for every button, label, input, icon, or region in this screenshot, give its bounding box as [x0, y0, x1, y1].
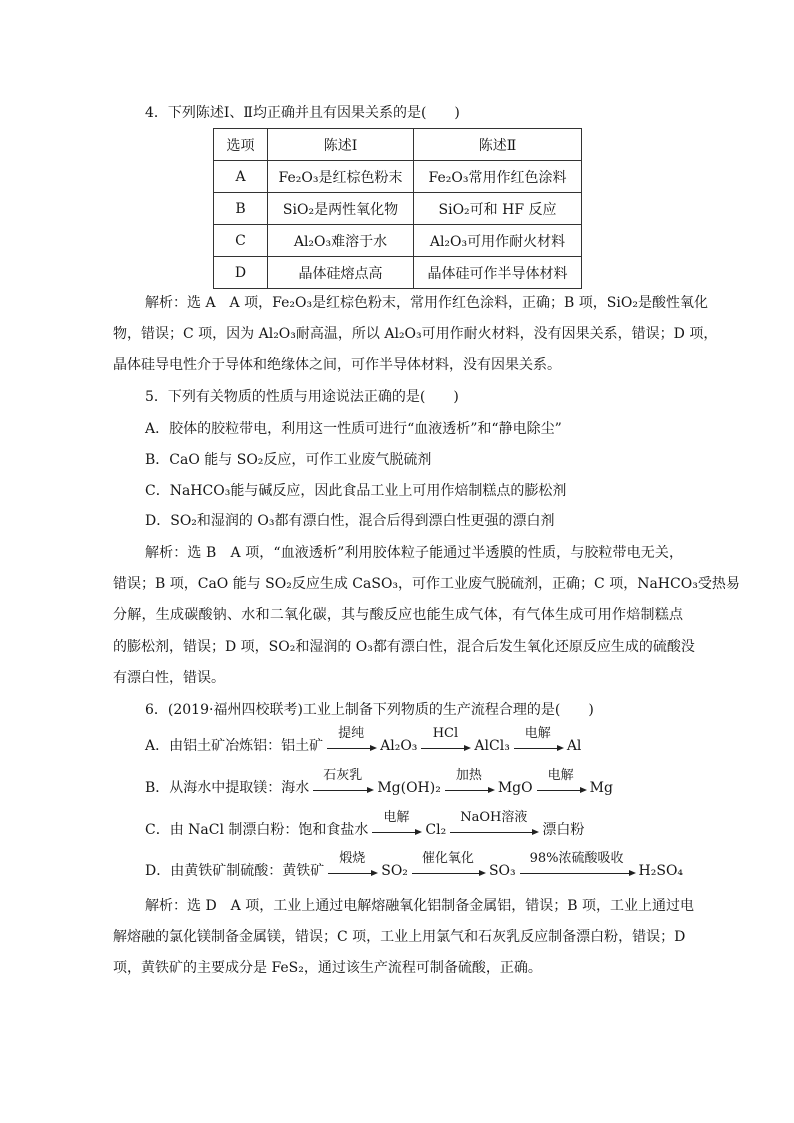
product: Al [566, 738, 582, 754]
reaction-arrow [450, 810, 539, 840]
table-cell-statement-2: Fe₂O₃常用作红色涂料 [414, 161, 582, 193]
product: Cl₂ [425, 822, 447, 838]
option-lead: A．由铝土矿冶炼铝：铝土矿 [145, 738, 324, 754]
product: H₂SO₄ [638, 863, 684, 879]
question-6-analysis-line: 解析：选 D A 项，工业上通过电解熔融氧化铝制备金属铝，错误；B 项，工业上通过电 [145, 898, 694, 914]
arrow-condition: 电解 [383, 810, 410, 825]
table-row [214, 225, 582, 257]
table-cell-statement-1: SiO₂是两性氧化物 [268, 193, 414, 225]
question-5-analysis-line: 有漂白性，错误。 [113, 670, 225, 686]
question-4-analysis-line: 解析：选 A A 项，Fe₂O₃是红棕色粉末，常用作红色涂料，正确；B 项，SiO₂是酸性氧化 [145, 295, 708, 311]
product: 漂白粉 [542, 822, 585, 838]
reaction-arrow [520, 851, 636, 881]
option-lead: D．由黄铁矿制硫酸：黄铁矿 [145, 863, 325, 879]
product: Al₂O₃ [380, 738, 418, 754]
question-5-option-c: C．NaHCO₃能与碱反应，因此食品工业上可用作焙制糕点的膨松剂 [145, 483, 567, 499]
arrow-condition: 加热 [455, 768, 482, 783]
question-5-stem: 5．下列有关物质的性质与用途说法正确的是( ) [145, 389, 459, 405]
arrow-condition: 电解 [524, 726, 551, 741]
product: SO₃ [488, 863, 516, 879]
question-6-option-c [145, 810, 585, 840]
question-5-analysis-line: 解析：选 B A 项，“血液透析”利用胶体粒子能通过半透膜的性质，与胶粒带电无关， [145, 545, 683, 561]
table-cell-statement-2: SiO₂可和 HF 反应 [414, 193, 582, 225]
table-cell-statement-2: Al₂O₃可用作耐火材料 [414, 225, 582, 257]
reaction-arrow [412, 851, 486, 881]
question-4-analysis-line: 物，错误；C 项，因为 Al₂O₃耐高温，所以 Al₂O₃可用作耐火材料，没有因果关系，错误；D 项， [113, 326, 718, 342]
table-cell-option: B [214, 193, 268, 225]
table-header-cell: 选项 [214, 129, 268, 161]
product: Mg [589, 780, 613, 796]
table-cell-option: C [214, 225, 268, 257]
option-lead: C．由 NaCl 制漂白粉：饱和食盐水 [145, 822, 369, 838]
reaction-arrow [372, 810, 422, 840]
question-5-analysis-line: 分解，生成碳酸钠、水和二氧化碳，其与酸反应也能生成气体，有气体生成可用作焙制糕点 [113, 607, 683, 623]
table-header-row [214, 129, 582, 161]
table-cell-statement-1: Fe₂O₃是红棕色粉末 [268, 161, 414, 193]
question-5-option-b: B．CaO 能与 SO₂反应，可作工业废气脱硫剂 [145, 452, 432, 468]
question-6-analysis-line: 项，黄铁矿的主要成分是 FeS₂，通过该生产流程可制备硫酸，正确。 [113, 960, 542, 976]
arrow-condition: 电解 [547, 768, 574, 783]
reaction-arrow [327, 726, 377, 756]
table-header-cell: 陈述Ⅱ [414, 129, 582, 161]
arrow-condition: 98%浓硫酸吸收 [529, 851, 624, 866]
question-6-stem: 6．(2019·福州四校联考)工业上制备下列物质的生产流程合理的是( ) [145, 702, 594, 718]
product: MgO [497, 780, 533, 796]
table-cell-statement-2: 晶体硅可作半导体材料 [414, 257, 582, 289]
option-lead: B．从海水中提取镁：海水 [145, 780, 310, 796]
arrow-condition: 催化氧化 [421, 851, 474, 866]
question-4-stem: 4．下列陈述Ⅰ、Ⅱ均正确并且有因果关系的是( ) [145, 105, 460, 121]
product: AlCl₃ [474, 738, 510, 754]
table-row [214, 193, 582, 225]
reaction-arrow [328, 851, 378, 881]
question-5-option-a: A．胶体的胶粒带电，利用这一性质可进行“血液透析”和“静电除尘” [145, 421, 562, 437]
arrow-condition: 煅烧 [339, 851, 366, 866]
question-6-option-d [145, 851, 684, 881]
question-5-analysis-line: 的膨松剂，错误；D 项，SO₂和湿润的 O₃都有漂白性，混合后发生氧化还原反应生成的硫酸没 [113, 639, 695, 655]
reaction-arrow [445, 768, 495, 798]
table-row [214, 257, 582, 289]
question-6-option-b [145, 768, 613, 798]
table-cell-option: D [214, 257, 268, 289]
table-cell-option: A [214, 161, 268, 193]
question-6-analysis-line: 解熔融的氯化镁制备金属镁，错误；C 项，工业上用氯气和石灰乳反应制备漂白粉，错误；D [113, 929, 686, 945]
question-6-option-a [145, 726, 582, 756]
question-5-analysis-line: 错误；B 项，CaO 能与 SO₂反应生成 CaSO₃，可作工业废气脱硫剂，正确；C 项，NaHCO₃受热易 [113, 576, 740, 592]
arrow-condition: 提纯 [338, 726, 365, 741]
question-4-analysis-line: 晶体硅导电性介于导体和绝缘体之间，可作半导体材料，没有因果关系。 [113, 357, 561, 373]
reaction-arrow [537, 768, 587, 798]
arrow-condition: NaOH溶液 [460, 810, 528, 825]
product: Mg(OH)₂ [377, 780, 441, 796]
table-cell-statement-1: 晶体硅熔点高 [268, 257, 414, 289]
statement-table [213, 128, 582, 289]
arrow-condition: HCl [432, 726, 459, 741]
arrow-condition: 石灰乳 [323, 768, 363, 783]
product: SO₂ [381, 863, 408, 879]
reaction-arrow [514, 726, 564, 756]
table-row [214, 161, 582, 193]
reaction-arrow [313, 768, 374, 798]
reaction-arrow [421, 726, 471, 756]
table-header-cell: 陈述Ⅰ [268, 129, 414, 161]
table-cell-statement-1: Al₂O₃难溶于水 [268, 225, 414, 257]
question-5-option-d: D．SO₂和湿润的 O₃都有漂白性，混合后得到漂白性更强的漂白剂 [145, 513, 555, 529]
